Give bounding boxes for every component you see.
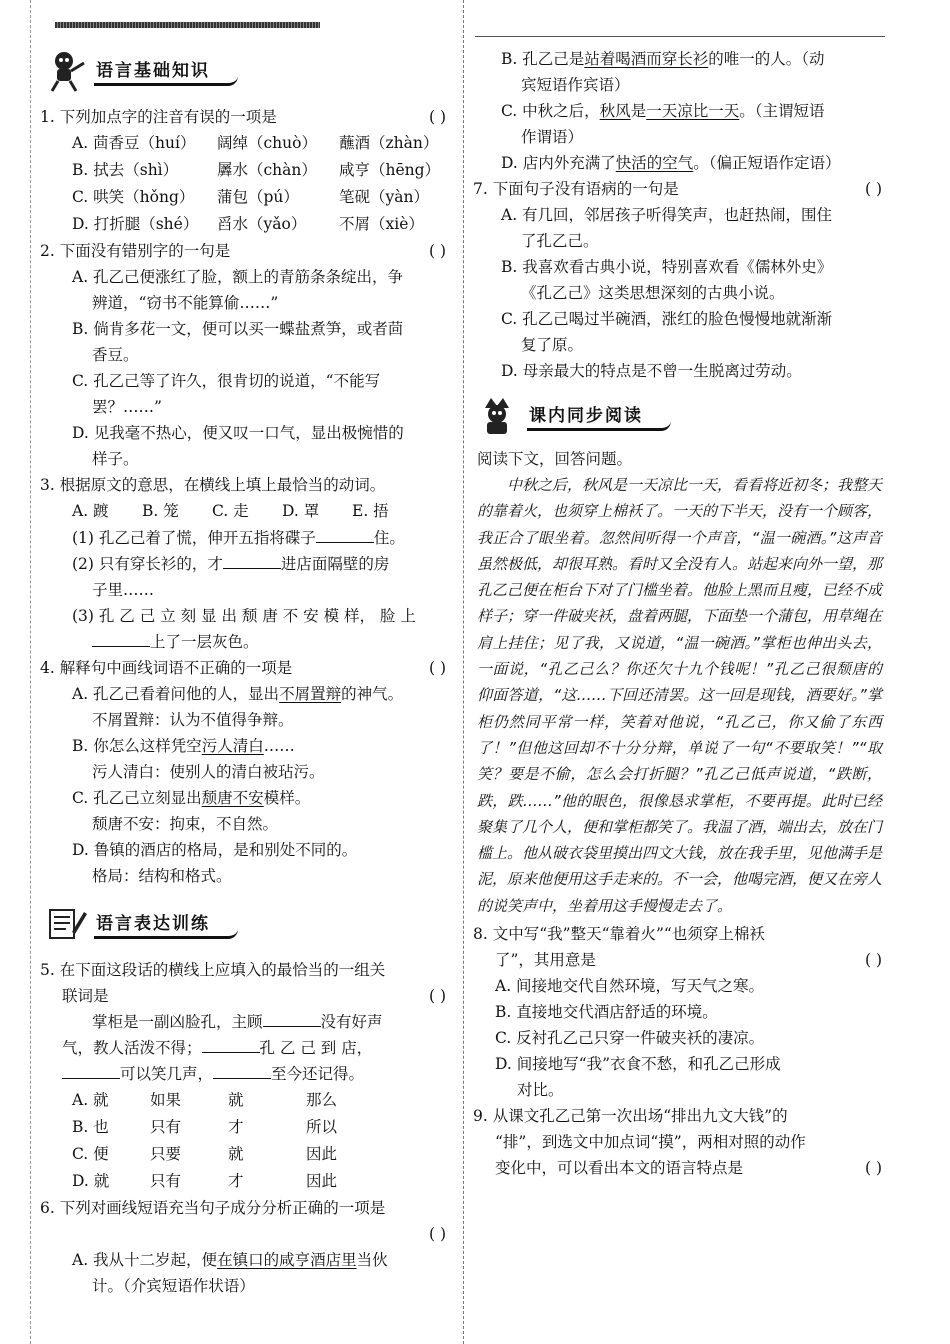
passage-text: 气，教人活泼不得；: [62, 1039, 202, 1057]
option-b: B. 倘肯多花一文，便可以买一蝶盐煮笋，或者茴: [72, 320, 404, 338]
option-b-cont: 香豆。: [92, 346, 139, 364]
option: 才: [228, 1172, 244, 1190]
underlined-phrase: 快活的空气: [615, 154, 694, 172]
option-b-cont: 《孔乙己》这类思想深刻的古典小说。: [521, 284, 785, 302]
passage-text: 没有好声: [320, 1013, 383, 1031]
answer-paren: ( ): [864, 951, 882, 970]
underlined-phrase: 在镇口的咸亨酒店里: [217, 1251, 357, 1269]
option: E. 捂: [352, 502, 389, 520]
option-b: B. 直接地交代酒店舒适的环境。: [495, 1003, 718, 1022]
answer-paren: ( ): [428, 659, 446, 677]
option-c: C. 孔乙己立刻显出: [72, 789, 202, 807]
question-stem: 7. 下面句子没有语病的一句是: [473, 180, 679, 198]
option-a: A. 我从十二岁起，便: [72, 1251, 218, 1269]
option: 只有: [150, 1118, 182, 1136]
option-d: D. 店内外充满了: [501, 154, 616, 172]
option-a-cont: 计。（介宾短语作状语）: [92, 1277, 255, 1295]
sentence-3: (3) 孔 乙 己 立 刻 显 出 颓 唐 不 安 模 样， 脸 上: [72, 607, 416, 625]
option: 因此: [306, 1145, 338, 1163]
question-stem: 5. 在下面这段话的横线上应填入的最恰当的一组关: [40, 961, 386, 979]
right-column: [473, 36, 888, 1181]
question-stem-cont: “排”，到选文中加点词“摸”，两相对照的动作: [495, 1133, 806, 1152]
reading-mascot-icon: [477, 394, 521, 438]
option: 羼水（chàn）: [217, 161, 317, 179]
option-a-end: 当伙: [356, 1251, 388, 1269]
fill-blank[interactable]: [316, 527, 374, 543]
passage-text: 孔 乙 己 到 店，: [259, 1039, 373, 1057]
section-header-express: [44, 895, 452, 953]
underlined-term: 污人清白: [201, 737, 264, 755]
option-b-cont: 宾短语作宾语）: [521, 76, 630, 94]
question-stem: 6. 下列对画线短语充当句子成分分析正确的一项是: [40, 1199, 386, 1217]
column-divider: [463, 0, 464, 1344]
section-title: 课内同步阅读: [527, 401, 671, 431]
option: 只要: [150, 1145, 182, 1163]
option: B. 笼: [142, 502, 179, 520]
header-bar: [55, 22, 320, 28]
option-a: A. 孔乙己便涨红了脸，额上的青筋条条绽出，争: [72, 268, 404, 286]
question-9: [473, 1103, 888, 1181]
underlined-phrase: 一天凉比一天: [646, 102, 740, 120]
explanation-b: 污人清白：使别人的清白被玷污。: [92, 763, 325, 781]
explanation-d: 格局：结构和格式。: [92, 867, 232, 885]
option: 如果: [150, 1091, 182, 1109]
option: 就: [228, 1091, 244, 1109]
question-3: [40, 472, 452, 655]
passage-text: 至今还记得。: [271, 1065, 365, 1083]
section-title: 语言基础知识: [94, 56, 238, 86]
passage-text: 可以笑几声，: [120, 1065, 214, 1083]
option-b: B. 你怎么这样凭空: [72, 737, 202, 755]
answer-paren: ( ): [864, 1159, 882, 1178]
question-6-cont: [473, 46, 888, 176]
question-7: [473, 176, 888, 384]
section-title: 语言表达训练: [94, 909, 238, 939]
writing-hand-icon: [44, 902, 88, 946]
option-d-cont: 对比。: [517, 1081, 564, 1100]
reading-passage: 中秋之后，秋风是一天凉比一天，看看将近初冬；我整天的靠着火，也须穿上棉袄了。一天的下半天，没有一个顾客，我正合了眼坐着。忽然间听得一个声音，“温一碗酒。”这声音虽然极低，却很耳熟。看时又全没有人。站起来向外一望，那孔乙己便在柜台下对了门槛坐着。他脸上黑而且瘦，已经不成样子；穿一件破夹袄，盘着两腿，下面垫一个蒲包，用草绳在肩上挂住；见了我，又说道，“温一碗酒。”掌柜也伸出头去，一面说，“孔乙己么？你还欠十九个钱呢！”孔乙己很颓唐的仰面答道，“这……下回还清罢。这一回是现钱，酒要好。”掌柜仍然同平常一样，笑着对他说，“孔乙己，你又偷了东西了！”但他这回却不十分分辩，单说了一句“不要取笑！”“取笑？要是不偷，怎么会打折腿？”孔乙己低声说道，“跌断，跌，跌……”他的眼色，很像恳求掌柜，不要再提。此时已经聚集了几个人，便和掌柜都笑了。我温了酒，端出去，放在门槛上。他从破衣袋里摸出四文大钱，放在我手里，见他满手是泥，原来他便用这手走来的。不一会，他喝完酒，便又在旁人的说笑声中，坐着用这手慢慢走去了。: [477, 476, 883, 915]
option-d: D. 鲁镇的酒店的格局，是和别处不同的。: [72, 841, 358, 859]
option-a: A. 有几回，邻居孩子听得笑声，也赶热闹，围住: [501, 206, 833, 224]
underlined-phrase: 站着喝酒而穿长衫: [584, 50, 709, 68]
option-c-cont: 罢？……”: [92, 398, 162, 416]
question-stem-cont: 了”，其用意是: [495, 951, 596, 970]
option-c: C. 反衬孔乙己只穿一件破夹袄的凄凉。: [495, 1029, 765, 1048]
answer-paren: ( ): [428, 108, 446, 126]
option-b: B. 孔乙己是: [501, 50, 585, 68]
option: A. 踱: [72, 502, 109, 520]
question-6: [40, 1195, 452, 1299]
option: A. 茴香豆（huí）: [72, 134, 196, 152]
option-c: C. 中秋之后，: [501, 102, 600, 120]
explanation-a: 不屑置辩：认为不值得争辩。: [92, 711, 294, 729]
option: 咸亨（hēng）: [339, 161, 441, 179]
option-d-cont: 样子。: [92, 450, 139, 468]
option: 因此: [306, 1172, 338, 1190]
sentence-1: (1) 孔乙己着了慌，伸开五指将碟子: [72, 529, 316, 547]
section-header-basic: [44, 42, 452, 100]
left-column: [40, 36, 452, 1299]
passage-text: 掌柜是一副凶脸孔，主顾: [92, 1013, 263, 1031]
sentence-2-end: 进店面隔壁的房: [280, 555, 390, 573]
option-d: D. 见我毫不热心，便又叹一口气，显出极惋惜的: [72, 424, 404, 442]
sentence-3-end: 上了一层灰色。: [150, 633, 259, 651]
question-stem: 1. 下列加点字的注音有误的一项是: [40, 108, 277, 126]
option: 不屑（xiè）: [339, 215, 424, 233]
question-5: [40, 957, 452, 1195]
option-c-end: 模样。: [263, 789, 311, 807]
underlined-term: 颓唐不安: [201, 789, 264, 807]
underlined-phrase: 秋风: [599, 102, 631, 120]
question-8: [473, 921, 888, 1103]
option: D. 打折腿（shé）: [72, 215, 199, 233]
option: 蒲包（pú）: [217, 188, 299, 206]
sentence-2-cont: 子里……: [92, 581, 155, 599]
option-a-cont: 了孔乙己。: [521, 232, 599, 250]
question-stem: 9. 从课文孔乙己第一次出场“排出九文大钱”的: [473, 1107, 788, 1126]
option: 就: [228, 1145, 244, 1163]
question-4: [40, 655, 452, 889]
option: A. 就: [72, 1091, 109, 1109]
option-a-cont: 辨道，“窃书不能算偷……”: [92, 294, 279, 312]
question-stem-cont: 联词是: [62, 987, 109, 1005]
sentence-1-end: 住。: [373, 529, 405, 547]
option: 那么: [306, 1091, 338, 1109]
answer-paren: ( ): [864, 180, 882, 198]
question-stem: 3. 根据原文的意思，在横线上填上最恰当的动词。: [40, 476, 386, 494]
question-stem: 4. 解释句中画线词语不正确的一项是: [40, 659, 293, 677]
question-stem: 8. 文中写“我”整天“靠着火”“也须穿上棉袄: [473, 925, 765, 944]
question-stem: 2. 下面没有错别字的一句是: [40, 242, 231, 260]
answer-paren: ( ): [428, 242, 446, 260]
option: 笔砚（yàn）: [339, 188, 429, 206]
option-c: C. 孔乙己喝过半碗酒，涨红的脸色慢慢地就渐渐: [501, 310, 833, 328]
option: 只有: [150, 1172, 182, 1190]
option-b: B. 我喜欢看古典小说，特别喜欢看《儒林外史》: [501, 258, 833, 276]
option: C. 便: [72, 1145, 109, 1163]
fill-blank[interactable]: [62, 1063, 120, 1079]
fill-blank[interactable]: [92, 631, 150, 647]
option-b-end: ……: [263, 737, 295, 755]
option-c-cont: 作谓语）: [521, 128, 584, 146]
option-a: A. 孔乙己看着问他的人，显出: [72, 685, 280, 703]
option: C. 走: [212, 502, 249, 520]
option: 舀水（yǎo）: [217, 215, 307, 233]
option-c: C. 孔乙己等了许久，很肯切的说道，“不能写: [72, 372, 381, 390]
option: B. 拭去（shì）: [72, 161, 179, 179]
reading-intro: 阅读下文，回答问题。: [477, 450, 633, 468]
option: C. 哄笑（hǒng）: [72, 188, 195, 206]
option: 阔绰（chuò）: [217, 134, 317, 152]
sentence-2: (2) 只有穿长衫的，才: [72, 555, 223, 573]
option-d: D. 母亲最大的特点是不曾一生脱离过劳动。: [501, 362, 802, 380]
option: 蘸酒（zhàn）: [339, 134, 439, 152]
section-header-reading: [477, 390, 888, 442]
fill-blank[interactable]: [213, 1063, 271, 1079]
option-c-end: 。（主谓短语: [739, 102, 825, 120]
option: 所以: [306, 1118, 338, 1136]
fill-blank[interactable]: [263, 1011, 321, 1027]
answer-paren: ( ): [428, 987, 446, 1005]
question-2: [40, 238, 452, 472]
cartoon-mascot-icon: [44, 49, 88, 93]
option-a: A. 间接地交代自然环境，写天气之寒。: [495, 977, 765, 996]
fill-blank[interactable]: [223, 553, 281, 569]
explanation-c: 颓唐不安：拘束，不自然。: [92, 815, 279, 833]
option-b-end: 的唯一的人。（动: [708, 50, 825, 68]
fill-blank[interactable]: [202, 1037, 260, 1053]
reading-passage-block: [473, 446, 888, 919]
option: 才: [228, 1118, 244, 1136]
option: B. 也: [72, 1118, 109, 1136]
option: D. 就: [72, 1172, 110, 1190]
answer-paren: ( ): [428, 1225, 446, 1243]
option-c-cont: 复了原。: [521, 336, 584, 354]
question-1: [40, 104, 452, 238]
binding-margin-line: [30, 0, 31, 1344]
option-d-end: 。（偏正短语作定语）: [693, 154, 841, 172]
option-d: D. 间接地写“我”衣食不愁，和孔乙己形成: [495, 1055, 781, 1074]
underlined-term: 不屑置辩: [279, 685, 342, 703]
option-c-mid: 是: [630, 102, 647, 120]
option-a-end: 的神气。: [341, 685, 404, 703]
option: D. 罩: [282, 502, 320, 520]
question-stem-cont: 变化中，可以看出本文的语言特点是: [495, 1159, 744, 1178]
